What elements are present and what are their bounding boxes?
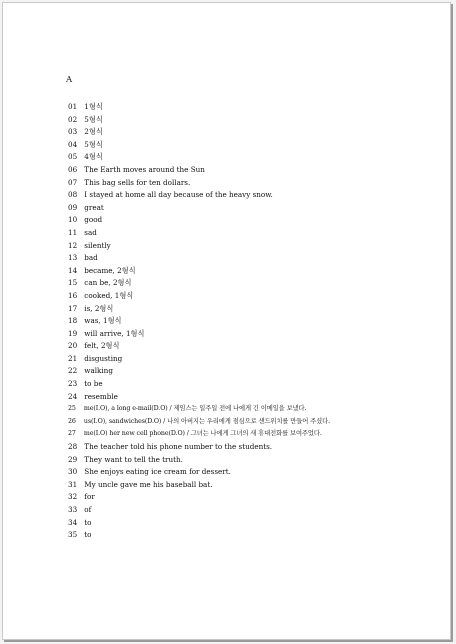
answer-text: The teacher told his phone number to the students.: [84, 442, 273, 452]
answer-row: [68, 479, 330, 492]
answer-text: cooked, 1형식: [84, 290, 134, 300]
answer-number: 01: [68, 102, 78, 111]
answer-row: [68, 240, 330, 253]
answer-text: for: [84, 492, 95, 502]
section-title: A: [66, 75, 73, 85]
answer-row: [68, 177, 330, 190]
answer-text: 5형식: [84, 114, 103, 124]
answer-number: 15: [68, 278, 78, 288]
answer-row: [68, 466, 330, 479]
answer-row: [68, 252, 330, 265]
answer-number: 22: [68, 366, 78, 376]
answer-row: [68, 365, 330, 378]
answer-number: 13: [68, 253, 78, 263]
answer-row: [68, 290, 330, 303]
answer-number: 16: [68, 290, 78, 300]
answer-number: 18: [68, 316, 78, 326]
answer-text: walking: [84, 366, 113, 376]
answer-number: 23: [68, 379, 78, 389]
answer-number: 34: [68, 517, 78, 527]
answer-number: 17: [68, 303, 78, 313]
answer-text: silently: [84, 240, 111, 250]
answer-number: 21: [68, 353, 78, 363]
answer-number: 08: [68, 190, 78, 200]
answer-text: will arrive, 1형식: [84, 328, 145, 338]
answer-text: is, 2형식: [84, 303, 114, 313]
answer-text: became, 2형식: [84, 265, 136, 275]
answer-text: of: [84, 505, 92, 514]
answer-number: 24: [68, 391, 78, 401]
answer-row: [68, 328, 330, 341]
answer-text: bad: [84, 253, 98, 263]
answer-row: [68, 214, 330, 227]
answer-row: [68, 517, 330, 530]
answer-row: [68, 277, 330, 290]
answer-number: 02: [68, 114, 78, 124]
answer-row: [68, 454, 330, 467]
answer-text: 1형식: [84, 102, 103, 111]
answer-row: [68, 265, 330, 278]
answer-text: disgusting: [84, 353, 123, 363]
answer-number: 19: [68, 328, 78, 338]
answer-number: 30: [68, 467, 78, 477]
answer-row: [68, 378, 330, 391]
answer-number: 25: [68, 405, 76, 413]
answer-text: 5형식: [84, 139, 103, 149]
answer-row: [68, 151, 330, 164]
answer-number: 27: [68, 430, 76, 438]
answer-row: [68, 416, 330, 429]
answer-text: to: [84, 530, 92, 540]
answer-row: [68, 227, 330, 240]
answer-number: 28: [68, 442, 78, 452]
answer-text: great: [84, 202, 104, 212]
document-page: [2, 2, 451, 640]
answer-number: 32: [68, 492, 78, 502]
answer-text: I stayed at home all day because of the heavy snow.: [84, 190, 273, 200]
answer-number: 06: [68, 164, 78, 174]
answer-number: 12: [68, 240, 78, 250]
answer-text: This bag sells for ten dollars.: [84, 177, 191, 187]
answer-text: sad: [84, 227, 97, 237]
answer-number: 07: [68, 177, 78, 187]
answer-text: good: [84, 215, 103, 225]
answer-number: 35: [68, 530, 78, 540]
answer-text: us(I.O), sandwiches(D.O) / 나의 아버지는 우리에게 점심으로 샌드위치를 만들어 주셨다.: [83, 417, 330, 425]
answer-number: 14: [68, 265, 78, 275]
answer-row: [68, 340, 330, 353]
answer-number: 33: [68, 505, 78, 514]
answer-text: resemble: [84, 391, 118, 401]
answer-text: me(I.O), a long e-mail(D.O) / 제임스는 일주일 전에 나에게 긴 이메일을 보냈다.: [83, 405, 307, 413]
answer-number: 10: [68, 215, 78, 225]
answer-text: 4형식: [84, 152, 103, 162]
answer-list: [68, 101, 330, 542]
answer-number: 05: [68, 152, 78, 162]
answer-text: My uncle gave me his baseball bat.: [84, 479, 213, 489]
answer-row: [68, 202, 330, 215]
answer-text: 2형식: [84, 127, 103, 137]
answer-row: [68, 164, 330, 177]
answer-text: to be: [84, 379, 103, 389]
answer-row: [68, 504, 330, 517]
answer-text: She enjoys eating ice cream for dessert.: [84, 467, 231, 477]
answer-row: [68, 101, 330, 114]
answer-row: [68, 189, 330, 202]
answer-row: [68, 391, 330, 404]
answer-row: [68, 303, 330, 316]
answer-number: 29: [68, 454, 78, 464]
answer-row: [68, 126, 330, 139]
answer-text: felt, 2형식: [84, 341, 120, 351]
answer-row: [68, 441, 330, 454]
answer-number: 09: [68, 202, 78, 212]
answer-text: to: [84, 517, 92, 527]
answer-text: me(I.O) her new cell phone(D.O) / 그녀는 나에게 그녀의 새 휴대전화를 보여주었다.: [83, 430, 322, 438]
answer-row: [68, 529, 330, 542]
answer-number: 20: [68, 341, 78, 351]
answer-row: [68, 353, 330, 366]
answer-text: The Earth moves around the Sun: [84, 164, 205, 174]
answer-row: [68, 491, 330, 504]
answer-row: [68, 403, 330, 416]
answer-row: [68, 114, 330, 127]
answer-text: can be, 2형식: [84, 278, 132, 288]
answer-number: 11: [68, 227, 78, 237]
answer-text: They want to tell the truth.: [84, 454, 183, 464]
answer-row: [68, 139, 330, 152]
answer-row: [68, 428, 330, 441]
answer-number: 26: [68, 417, 76, 425]
answer-text: was, 1형식: [84, 316, 122, 326]
answer-number: 03: [68, 127, 78, 137]
answer-number: 31: [68, 479, 78, 489]
answer-row: [68, 315, 330, 328]
answer-number: 04: [68, 139, 78, 149]
